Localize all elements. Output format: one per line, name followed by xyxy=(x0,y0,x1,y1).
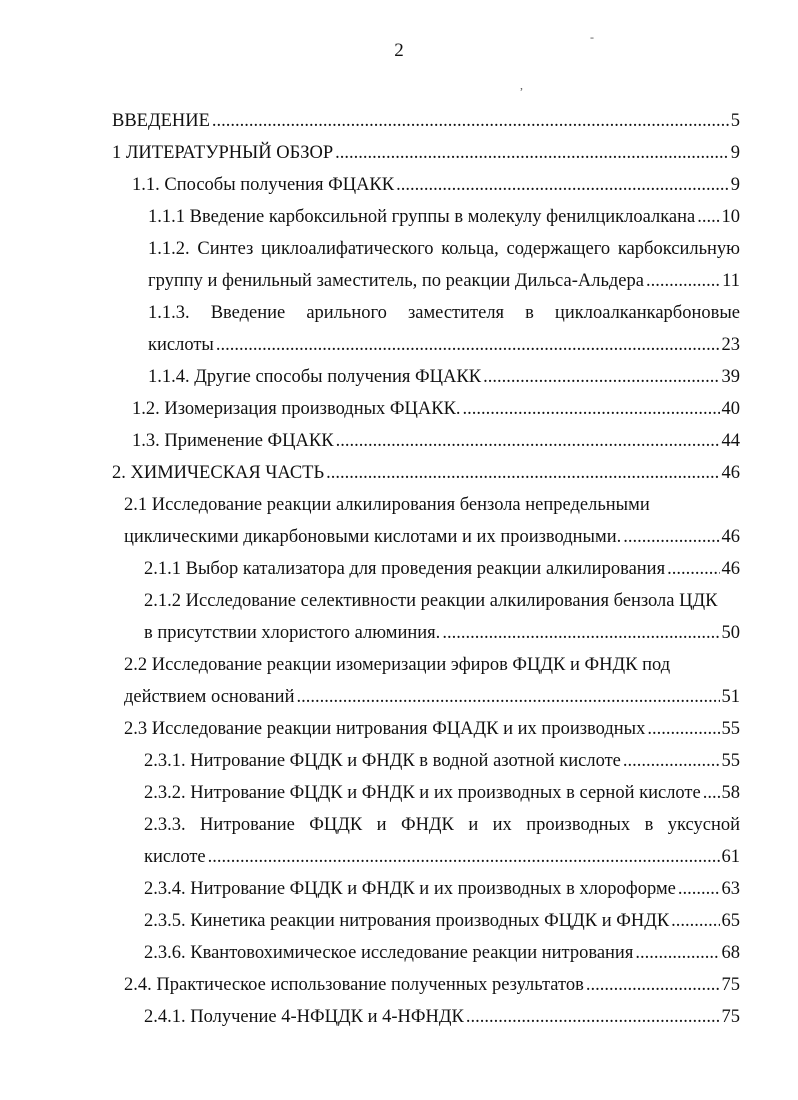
dot-leader xyxy=(335,142,729,164)
toc-entry[interactable] xyxy=(144,878,740,900)
toc-entry[interactable] xyxy=(144,590,740,612)
toc-entry-title: 2.2 Исследование реакции изомеризации эфиров ФЦДК и ФНДК под xyxy=(124,655,671,675)
page-number: 2 xyxy=(394,40,404,61)
toc-entry-title: 1.1.3. Введение арильного заместителя в циклоалканкарбоновые xyxy=(148,303,740,323)
toc-entry[interactable] xyxy=(124,494,740,516)
toc-entry[interactable] xyxy=(144,910,740,932)
toc-entry-title: 2.3.1. Нитрование ФЦДК и ФНДК в водной азотной кислоте xyxy=(144,751,621,771)
dot-leader xyxy=(396,174,729,196)
toc-entry-title: 2.3.5. Кинетика реакции нитрования производных ФЦДК и ФНДК xyxy=(144,911,670,931)
toc-entry[interactable] xyxy=(144,846,740,868)
toc-entry[interactable] xyxy=(124,526,740,548)
toc-entry-title: 1 ЛИТЕРАТУРНЫЙ ОБЗОР xyxy=(112,143,334,163)
toc-page-number: 46 xyxy=(721,463,740,483)
toc-entry[interactable] xyxy=(144,750,740,772)
dot-leader xyxy=(296,686,719,708)
toc-page-number: 75 xyxy=(721,975,740,995)
toc-entry-title: 1.1.2. Синтез циклоалифатического кольца, содержащего карбоксильную xyxy=(148,239,740,259)
toc-entry[interactable] xyxy=(144,558,740,580)
toc-entry[interactable] xyxy=(144,814,740,836)
toc-entry[interactable] xyxy=(132,430,740,452)
dot-leader xyxy=(671,910,719,932)
toc-entry-title: 2.1.2 Исследование селективности реакции алкилирования бензола ЦДК xyxy=(144,591,718,611)
toc-entry[interactable] xyxy=(144,942,740,964)
dot-leader xyxy=(212,110,729,132)
toc-page-number: 68 xyxy=(721,943,740,963)
toc-entry-title: ВВЕДЕНИЕ xyxy=(112,111,210,131)
toc-page-number: 23 xyxy=(721,335,740,355)
toc-page-number: 10 xyxy=(721,207,740,227)
toc-entry-title: 2.3.2. Нитрование ФЦДК и ФНДК и их производных в серной кислоте xyxy=(144,783,701,803)
toc-entry[interactable] xyxy=(148,366,740,388)
toc-page-number: 63 xyxy=(721,879,740,899)
toc-entry[interactable] xyxy=(148,206,740,228)
toc-entry-title: 2. ХИМИЧЕСКАЯ ЧАСТЬ xyxy=(112,463,325,483)
toc-entry[interactable] xyxy=(124,686,740,708)
toc-page-number: 58 xyxy=(721,783,740,803)
dot-leader xyxy=(623,750,720,772)
toc-entry-title: 2.4. Практическое использование полученных результатов xyxy=(124,975,584,995)
toc-page-number: 40 xyxy=(721,399,740,419)
toc-entry-title: группу и фенильный заместитель, по реакции Дильса-Альдера xyxy=(148,271,644,291)
toc-entry-title: 1.1. Способы получения ФЦАКК xyxy=(132,175,395,195)
dot-leader xyxy=(635,942,719,964)
dot-leader xyxy=(463,398,720,420)
toc-entry-title: кислоты xyxy=(148,335,214,355)
toc-page-number: 50 xyxy=(721,623,740,643)
dot-leader xyxy=(216,334,720,356)
toc-entry[interactable] xyxy=(112,462,740,484)
toc-page-number: 11 xyxy=(722,271,740,291)
dot-leader xyxy=(697,206,719,228)
toc-entry-title: 2.1.1 Выбор катализатора для проведения реакции алкилирования xyxy=(144,559,666,579)
toc-entry-title: 1.1.1 Введение карбоксильной группы в молекулу фенилциклоалкана xyxy=(148,207,696,227)
dot-leader xyxy=(667,558,719,580)
toc-entry[interactable] xyxy=(132,174,740,196)
dot-leader xyxy=(646,270,720,292)
toc-entry-title: в присутствии хлористого алюминия. xyxy=(144,623,441,643)
toc-page-number: 46 xyxy=(721,559,740,579)
toc-entry-title: 1.3. Применение ФЦАКК xyxy=(132,431,334,451)
toc-entry-title: действием оснований xyxy=(124,687,295,707)
toc-page-number: 51 xyxy=(721,687,740,707)
toc-entry-title: 2.3.3. Нитрование ФЦДК и ФНДК и их производных в уксусной xyxy=(144,815,740,835)
toc-page-number: 65 xyxy=(721,911,740,931)
toc-entry[interactable] xyxy=(112,142,740,164)
toc-entry-title: циклическими дикарбоновыми кислотами и их производными. xyxy=(124,527,622,547)
toc-page-number: 75 xyxy=(721,1007,740,1027)
toc-page-number: 46 xyxy=(721,527,740,547)
scan-mark: , xyxy=(520,78,523,92)
toc-entry-title: 2.3 Исследование реакции нитрования ФЦАДК и их производных xyxy=(124,719,646,739)
toc-entry[interactable] xyxy=(124,974,740,996)
toc-page-number: 55 xyxy=(721,751,740,771)
toc-page-number: 61 xyxy=(721,847,740,867)
toc-entry-title: 2.1 Исследование реакции алкилирования бензола непредельными xyxy=(124,495,650,515)
toc-entry[interactable] xyxy=(132,398,740,420)
toc-page-number: 5 xyxy=(730,111,740,131)
toc-entry[interactable] xyxy=(148,334,740,356)
toc-entry-title: 2.3.4. Нитрование ФЦДК и ФНДК и их производных в хлороформе xyxy=(144,879,676,899)
toc-entry[interactable] xyxy=(148,302,740,324)
toc-entry[interactable] xyxy=(124,718,740,740)
toc-page-number: 55 xyxy=(721,719,740,739)
dot-leader xyxy=(326,462,719,484)
dot-leader xyxy=(623,526,719,548)
dot-leader xyxy=(208,846,720,868)
scan-mark: - xyxy=(590,30,594,44)
dot-leader xyxy=(586,974,720,996)
dot-leader xyxy=(442,622,719,644)
toc-entry-title: 1.1.4. Другие способы получения ФЦАКК xyxy=(148,367,482,387)
toc-page-number: 39 xyxy=(721,367,740,387)
toc-page-number: 9 xyxy=(730,143,740,163)
toc-entry-title: 2.4.1. Получение 4-НФЦДК и 4-НФНДК xyxy=(144,1007,464,1027)
dot-leader xyxy=(483,366,719,388)
dot-leader xyxy=(678,878,720,900)
toc-entry[interactable] xyxy=(148,238,740,260)
toc-entry-title: 1.2. Изомеризация производных ФЦАКК. xyxy=(132,399,461,419)
dot-leader xyxy=(466,1006,720,1028)
toc-page-number: 44 xyxy=(721,431,740,451)
toc-page-number: 9 xyxy=(730,175,740,195)
toc-entry-title: 2.3.6. Квантовохимическое исследование реакции нитрования xyxy=(144,943,634,963)
toc-entry[interactable] xyxy=(144,622,740,644)
dot-leader xyxy=(336,430,720,452)
toc-entry[interactable] xyxy=(124,654,740,676)
toc-entry-title: кислоте xyxy=(144,847,206,867)
toc-entry[interactable] xyxy=(144,782,740,804)
dot-leader xyxy=(703,782,720,804)
toc-entry[interactable] xyxy=(112,110,740,132)
toc-entry[interactable] xyxy=(148,270,740,292)
dot-leader xyxy=(647,718,719,740)
toc-entry[interactable] xyxy=(144,1006,740,1028)
